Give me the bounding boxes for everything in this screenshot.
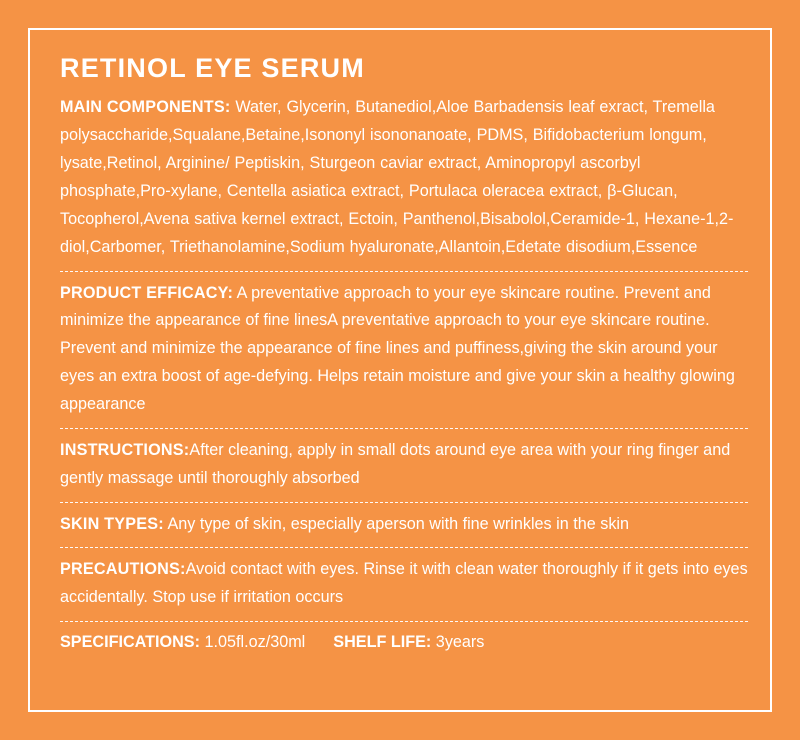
product-efficacy-section xyxy=(60,280,748,419)
precautions-body: Avoid contact with eyes. Rinse it with clean water thoroughly if it gets into eyes accidentally. Stop use if irritation occurs xyxy=(60,560,748,607)
divider-5 xyxy=(60,621,748,622)
skin-types-body: Any type of skin, especially aperson with fine wrinkles in the skin xyxy=(163,514,630,533)
label-content xyxy=(60,52,748,656)
divider-3 xyxy=(60,502,748,503)
instructions-heading: INSTRUCTIONS: xyxy=(60,440,190,459)
product-efficacy-heading: PRODUCT EFFICACY: xyxy=(60,283,234,302)
specifications-row xyxy=(60,630,748,656)
main-components-body: Water, Glycerin, Butanediol,Aloe Barbadensis leaf exract, Tremella polysaccharide,Squalane,Betaine,Isononyl isononanoate, PDMS, Bifidobacterium longum, lysate,Retinol, Arginine/ Peptiskin, Sturgeon caviar extract, Aminopropyl ascorbyl phosphate,Pro-xylane, Centella asiatica extract, Portulaca oleracea extract, β-Glucan, Tocopherol,Avena sativa kernel extract, Ectoin, Panthenol,Bisabolol,Ceramide-1, Hexane-1,2-diol,Carbomer, Triethanolamine,Sodium hyaluronate,Allantoin,Edetate disodium,Essence xyxy=(60,98,734,256)
precautions-heading: PRECAUTIONS: xyxy=(60,560,186,579)
skin-types-heading: SKIN TYPES: xyxy=(60,514,164,533)
main-components-heading: MAIN COMPONENTS: xyxy=(60,98,231,117)
divider-2 xyxy=(60,428,748,429)
product-efficacy-body: A preventative approach to your eye skincare routine. Prevent and minimize the appearance of fine linesA preventative approach to your eye skincare routine. Prevent and minimize the appearance of fine lines and puffiness,giving the skin around your eyes an extra boost of age-defying. Helps retain moisture and give your skin a healthy glowing appearance xyxy=(60,283,735,413)
specifications-heading: SPECIFICATIONS: xyxy=(60,633,200,652)
main-components-section xyxy=(60,94,748,261)
divider-4 xyxy=(60,547,748,548)
instructions-section xyxy=(60,437,748,493)
page-title: RETINOL EYE SERUM xyxy=(60,53,365,83)
instructions-body: After cleaning, apply in small dots around eye area with your ring finger and gently massage until thoroughly absorbed xyxy=(60,440,731,487)
precautions-section xyxy=(60,556,748,612)
product-label-card xyxy=(28,28,772,712)
divider-1 xyxy=(60,271,748,272)
shelf-life-heading: SHELF LIFE: xyxy=(333,633,432,652)
shelf-life-value: 3years xyxy=(431,633,485,652)
skin-types-section xyxy=(60,511,748,539)
specifications-value: 1.05fl.oz/30ml xyxy=(200,633,306,652)
